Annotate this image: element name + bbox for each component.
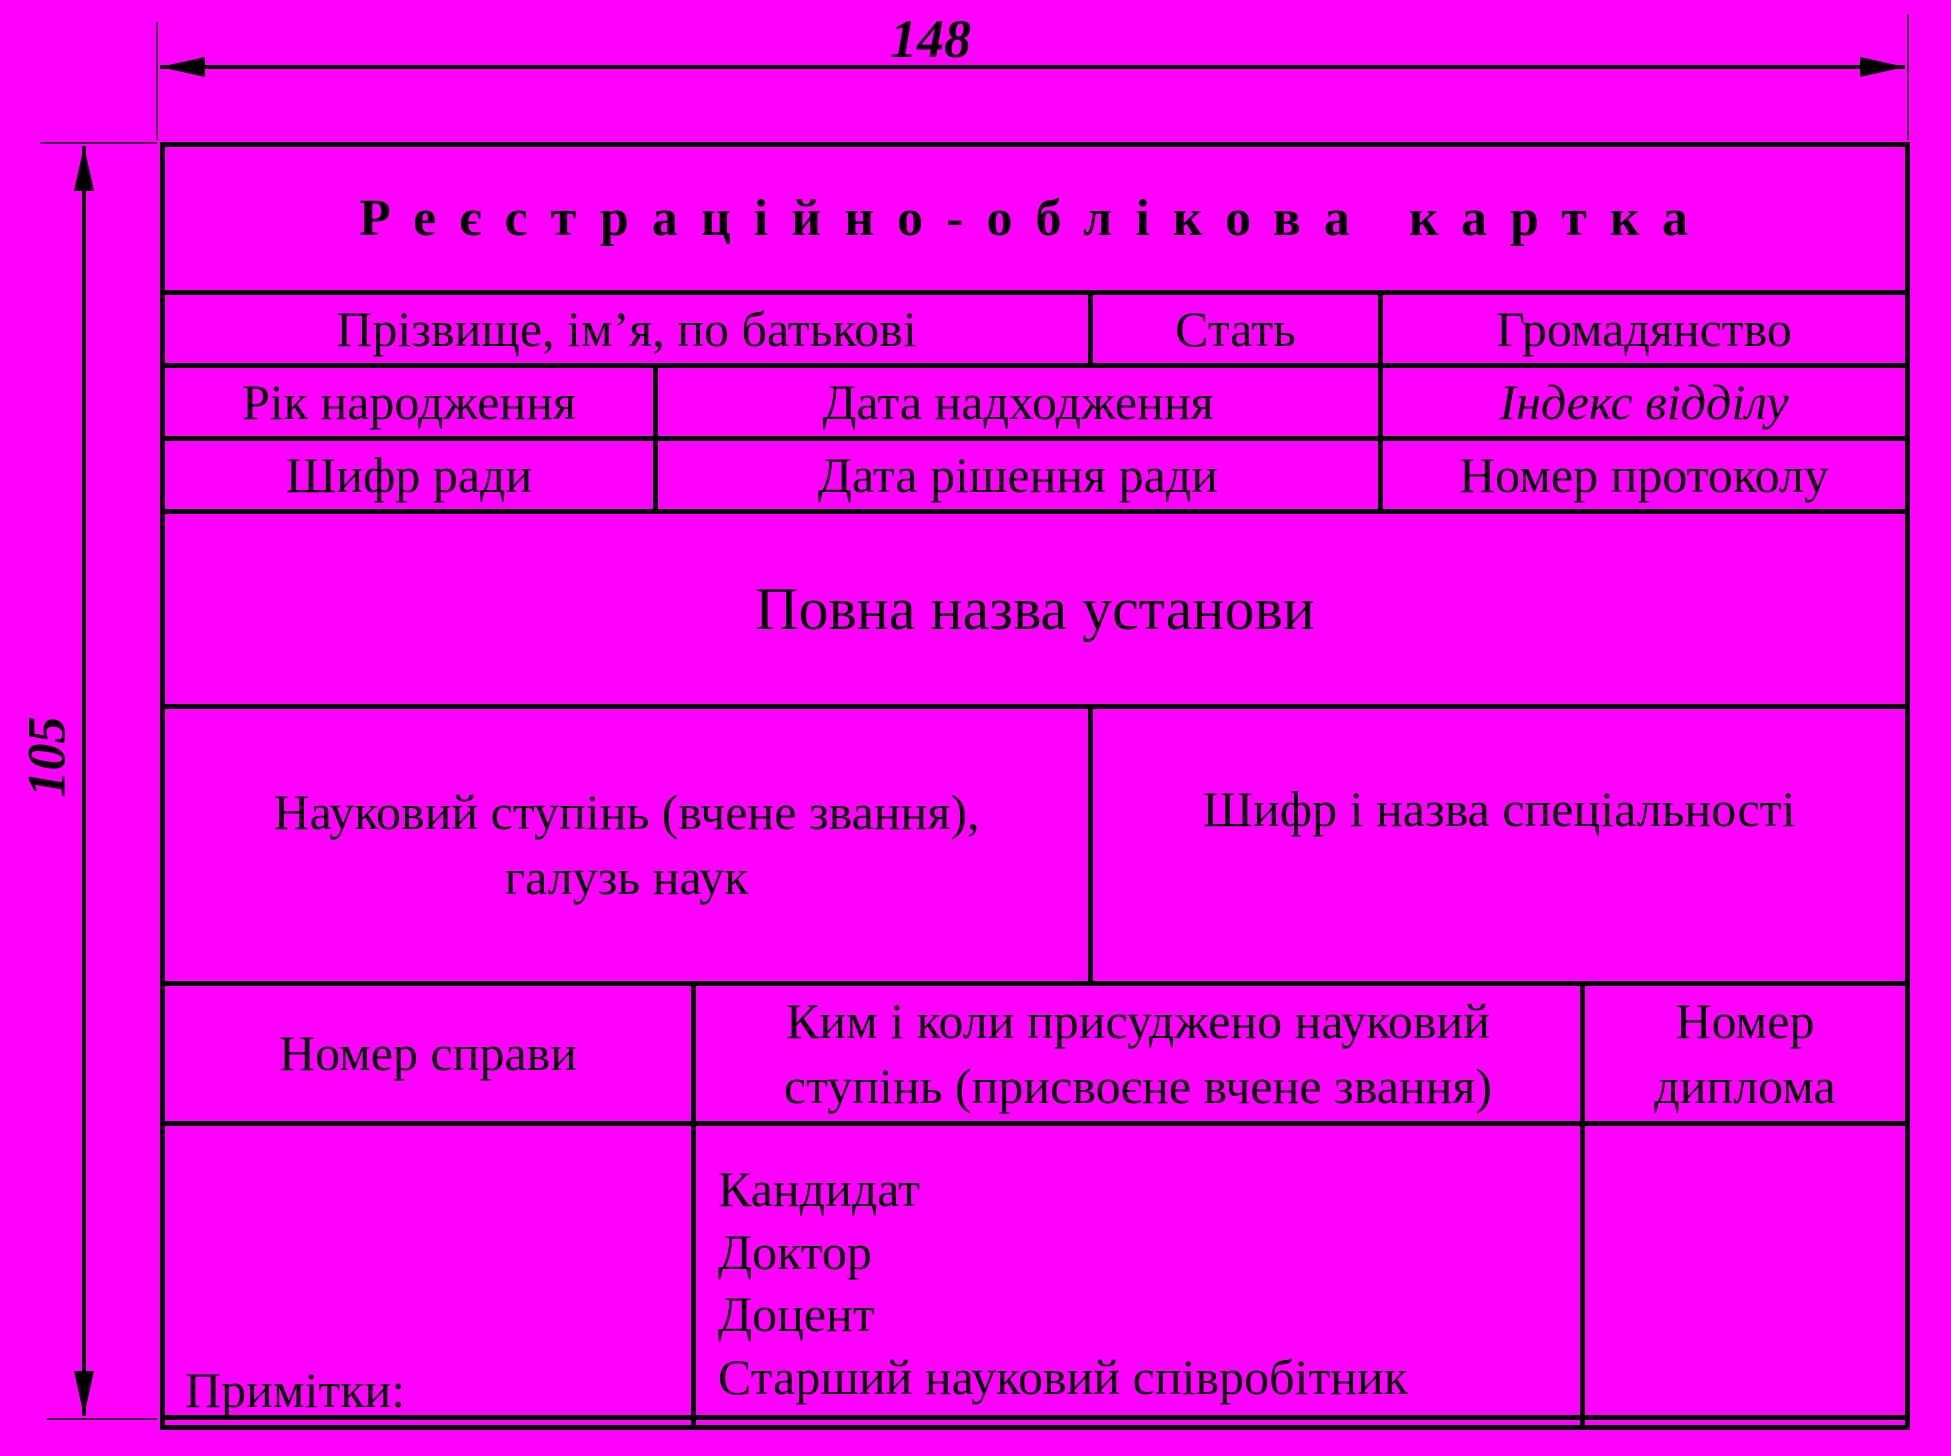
sex-cell: Стать xyxy=(1088,290,1383,368)
full-name-cell: Прізвище, ім’я, по батькові xyxy=(160,290,1093,368)
degree-item: Старший науковий співробітник xyxy=(718,1348,1409,1405)
diploma-number-line1: Номер xyxy=(1675,992,1815,1049)
specialty-cell: Шифр і назва спеціальності xyxy=(1088,704,1910,986)
card-title: Реєстраційно-облікова картка xyxy=(160,142,1910,295)
height-dimension-label: 105 xyxy=(16,716,77,798)
height-arrow-bottom xyxy=(74,1371,94,1416)
institution-cell: Повна назва установи xyxy=(160,509,1910,709)
diploma-number-line2: диплома xyxy=(1654,1057,1836,1114)
height-arrow-top xyxy=(74,146,94,191)
awarded-by-line1: Ким і коли присуджено науковий xyxy=(786,992,1490,1049)
protocol-number-cell: Номер протоколу xyxy=(1378,436,1910,514)
department-index-cell: Індекс відділу xyxy=(1378,363,1910,441)
degree-item: Доцент xyxy=(718,1286,875,1342)
degree-item: Доктор xyxy=(718,1223,872,1280)
notes-cell: Примітки: xyxy=(160,1121,696,1430)
awarded-by-cell xyxy=(691,981,1585,1126)
birth-year-cell: Рік народження xyxy=(160,363,658,441)
diploma-blank-cell xyxy=(1580,1121,1910,1430)
diploma-number-cell xyxy=(1580,981,1910,1126)
degree-field-line1: Науковий ступінь (вчене звання), xyxy=(273,784,980,840)
degree-field-line2: галузь наук xyxy=(504,849,749,905)
receipt-date-cell: Дата надходження xyxy=(653,363,1383,441)
awarded-by-line2: ступінь (присвоєне вчене звання) xyxy=(783,1057,1493,1114)
width-arrow-left xyxy=(160,57,205,77)
citizenship-cell: Громадянство xyxy=(1378,290,1910,368)
council-decision-date-cell: Дата рішення ради xyxy=(653,436,1383,514)
case-number-cell: Номер справи xyxy=(160,981,696,1126)
degree-field-cell xyxy=(160,704,1093,986)
degrees-list-cell xyxy=(691,1121,1585,1430)
degree-item: Кандидат xyxy=(718,1161,921,1217)
registration-card xyxy=(160,142,1910,1420)
council-code-cell: Шифр ради xyxy=(160,436,658,514)
width-dimension-label: 148 xyxy=(890,9,971,69)
width-arrow-right xyxy=(1860,57,1905,77)
